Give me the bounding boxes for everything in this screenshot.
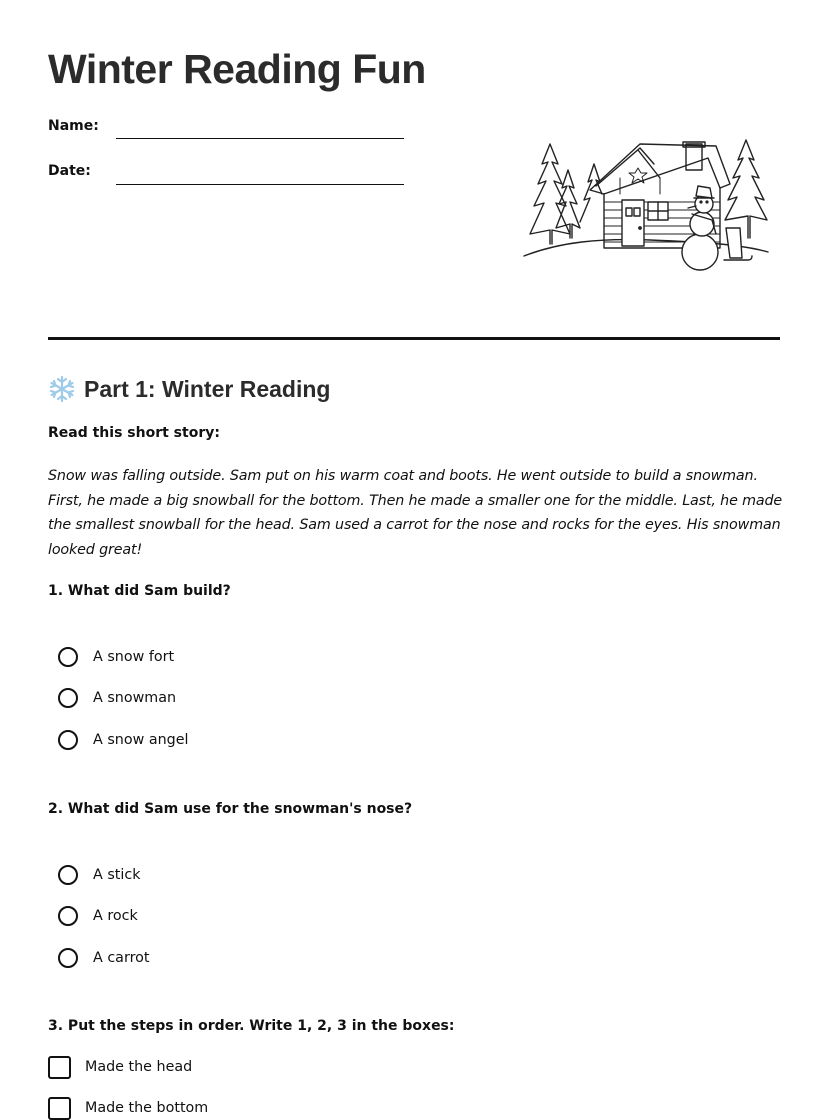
option-label: A snow angel	[93, 732, 189, 748]
q1-option-3[interactable]	[58, 728, 189, 752]
step-label: Made the head	[85, 1059, 193, 1075]
q2-option-3[interactable]	[58, 946, 150, 970]
radio-button[interactable]	[58, 865, 78, 885]
name-line[interactable]	[116, 138, 404, 139]
step-label: Made the bottom	[85, 1100, 209, 1116]
radio-button[interactable]	[58, 647, 78, 667]
date-line[interactable]	[116, 184, 404, 185]
snowflake-icon	[48, 375, 76, 403]
q2-option-2[interactable]	[58, 904, 138, 928]
reading-instruction: Read this short story:	[48, 425, 220, 441]
question-3: 3. Put the steps in order. Write 1, 2, 3 in the boxes:	[48, 1018, 455, 1034]
section-title-text: Part 1: Winter Reading	[84, 375, 331, 402]
q3-step-2[interactable]	[48, 1096, 208, 1120]
radio-button[interactable]	[58, 688, 78, 708]
radio-button[interactable]	[58, 730, 78, 750]
option-label: A rock	[93, 908, 138, 924]
radio-button[interactable]	[58, 906, 78, 926]
section-title	[48, 375, 330, 403]
q1-option-1[interactable]	[58, 645, 174, 669]
question-1: 1. What did Sam build?	[48, 583, 231, 599]
story-text: Snow was falling outside. Sam put on his warm coat and boots. He went outside to build a snowman. First, he made a big snowball for the bottom. Then he made a smaller one for the middle. Last, he made the smallest snowball for the head. Sam used a carrot for the nose and rocks for the eyes. His snowman looked great!	[48, 468, 783, 558]
radio-button[interactable]	[58, 948, 78, 968]
option-label: A stick	[93, 867, 141, 883]
option-label: A snow fort	[93, 649, 175, 665]
q2-option-1[interactable]	[58, 863, 141, 887]
winter-cabin-illustration	[520, 138, 772, 280]
page-title: Winter Reading Fun	[48, 46, 426, 92]
section-divider	[48, 337, 780, 340]
option-label: A snowman	[93, 690, 177, 706]
q3-step-1[interactable]	[48, 1055, 192, 1079]
option-label: A carrot	[93, 950, 150, 966]
order-box[interactable]	[48, 1056, 71, 1079]
q1-option-2[interactable]	[58, 686, 176, 710]
order-box[interactable]	[48, 1097, 71, 1120]
name-label: Name:	[48, 118, 99, 134]
question-2: 2. What did Sam use for the snowman's nose?	[48, 801, 413, 817]
date-label: Date:	[48, 163, 91, 179]
